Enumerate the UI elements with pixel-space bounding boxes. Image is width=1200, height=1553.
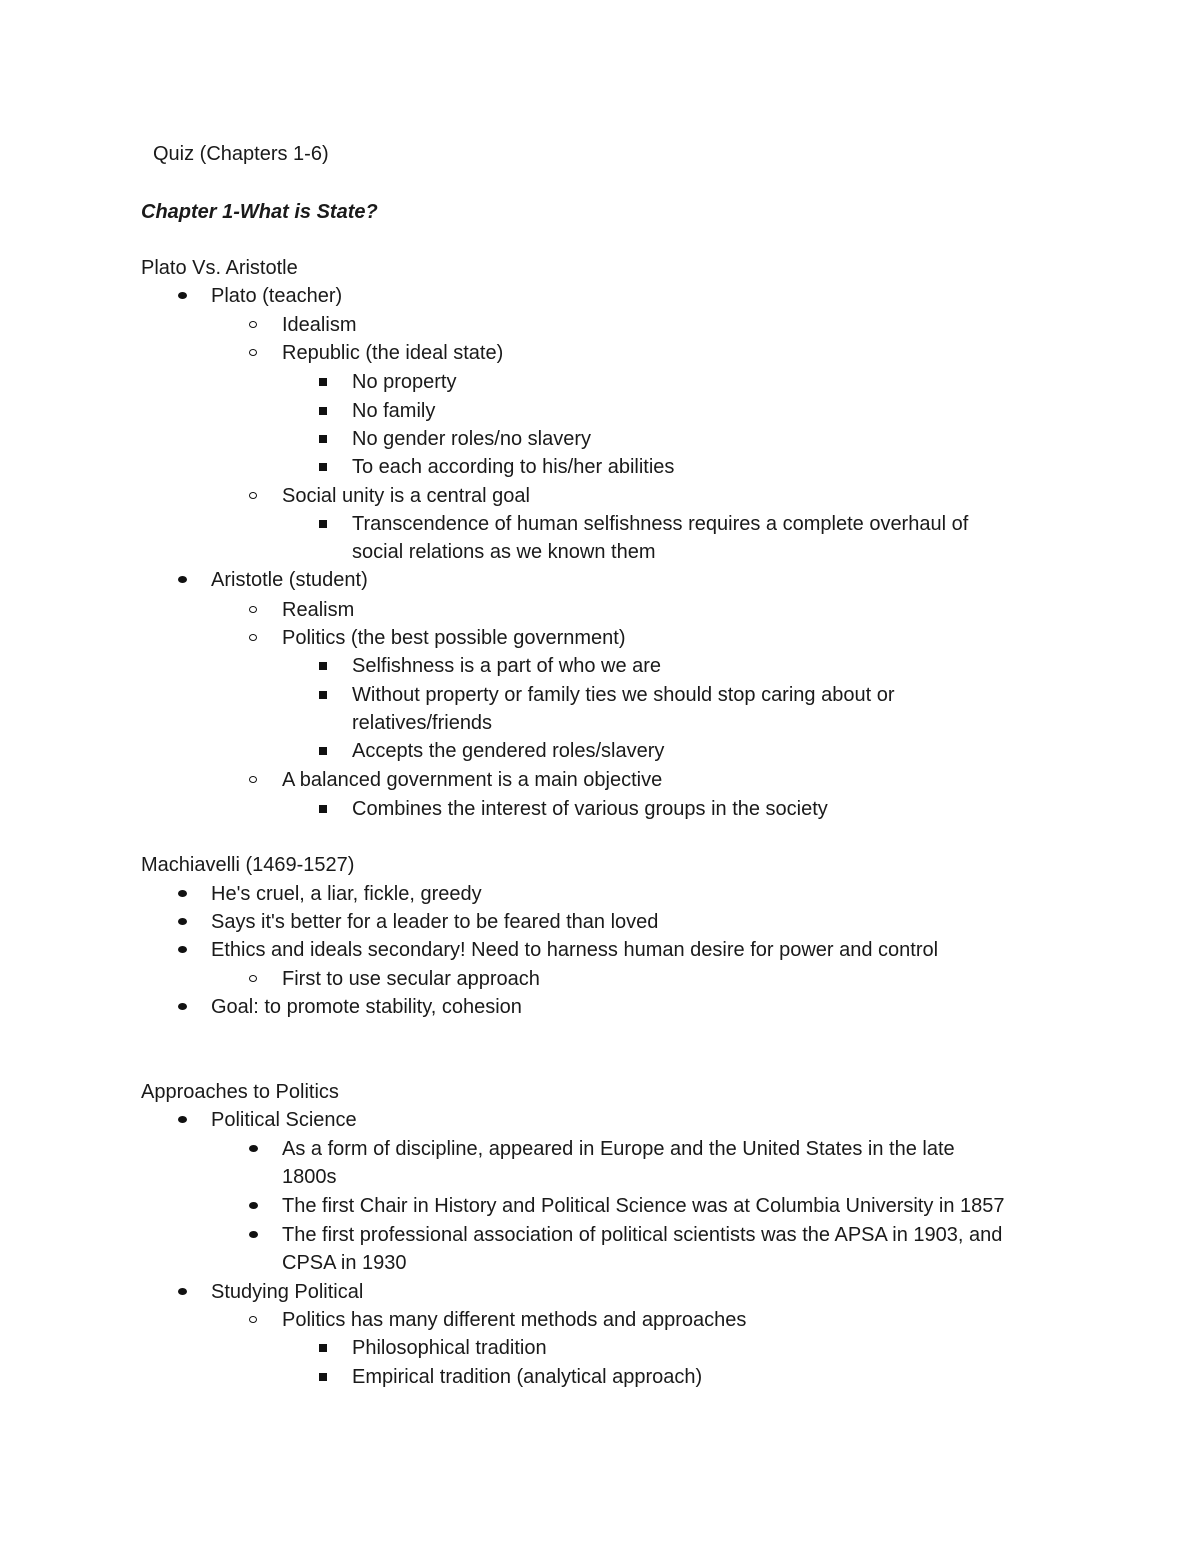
line-text: The first Chair in History and Political Science was at Columbia University in 1857	[282, 1195, 1005, 1217]
disc-bullet-icon	[176, 1278, 190, 1306]
line-text: The first professional association of political scientists was the APSA in 1903, and	[282, 1224, 1003, 1246]
line-text: Studying Political	[211, 1281, 364, 1303]
line-text: Transcendence of human selfishness requires a complete overhaul of	[352, 513, 969, 535]
chapter-heading-text: Chapter 1-What is State?	[141, 201, 378, 223]
disc-bullet-icon	[176, 566, 190, 594]
line-text: Combines the interest of various groups in the society	[352, 798, 828, 820]
circle-bullet-icon	[247, 596, 261, 624]
square-bullet-icon	[317, 425, 331, 453]
line-text: He's cruel, a liar, fickle, greedy	[211, 883, 482, 905]
line-text: Politics has many different methods and approaches	[282, 1309, 747, 1331]
disc-bullet-icon	[176, 936, 190, 964]
circle-bullet-icon	[247, 624, 261, 652]
square-bullet-icon	[317, 652, 331, 680]
line-text: Says it's better for a leader to be feared than loved	[211, 911, 659, 933]
disc-bullet-icon	[176, 282, 190, 310]
line-text: First to use secular approach	[282, 968, 540, 990]
line-text: Social unity is a central goal	[282, 485, 530, 507]
line-text: 1800s	[282, 1166, 337, 1188]
circle-bullet-icon	[247, 339, 261, 367]
line-text: Without property or family ties we should stop caring about or	[352, 684, 895, 706]
line-text: As a form of discipline, appeared in Europe and the United States in the late	[282, 1138, 955, 1160]
disc-bullet-icon	[176, 908, 190, 936]
line-text: Aristotle (student)	[211, 569, 368, 591]
line-text: Goal: to promote stability, cohesion	[211, 996, 522, 1018]
line-text: Empirical tradition (analytical approach)	[352, 1366, 703, 1388]
square-bullet-icon	[317, 1334, 331, 1362]
disc-bullet-icon	[176, 993, 190, 1021]
disc-bullet-icon	[247, 1221, 261, 1249]
disc-bullet-icon	[247, 1192, 261, 1220]
circle-bullet-icon	[247, 311, 261, 339]
line-text: Approaches to Politics	[141, 1081, 339, 1103]
line-text: relatives/friends	[352, 712, 493, 734]
line-text: Accepts the gendered roles/slavery	[352, 740, 665, 762]
line-text: Politics (the best possible government)	[282, 627, 626, 649]
square-bullet-icon	[317, 368, 331, 396]
square-bullet-icon	[317, 510, 331, 538]
line-text: No family	[352, 400, 436, 422]
line-text: Plato Vs. Aristotle	[141, 257, 298, 279]
disc-bullet-icon	[176, 880, 190, 908]
line-text: A balanced government is a main objective	[282, 769, 663, 791]
line-text: CPSA in 1930	[282, 1252, 407, 1274]
line-text: Machiavelli (1469-1527)	[141, 854, 355, 876]
square-bullet-icon	[317, 397, 331, 425]
circle-bullet-icon	[247, 482, 261, 510]
line-text: Idealism	[282, 314, 357, 336]
line-text: Plato (teacher)	[211, 285, 343, 307]
document-title-text: Quiz (Chapters 1-6)	[153, 143, 329, 165]
circle-bullet-icon	[247, 1306, 261, 1334]
line-text: To each according to his/her abilities	[352, 456, 675, 478]
line-text: Philosophical tradition	[352, 1337, 547, 1359]
disc-bullet-icon	[247, 1135, 261, 1163]
square-bullet-icon	[317, 453, 331, 481]
square-bullet-icon	[317, 795, 331, 823]
circle-bullet-icon	[247, 766, 261, 794]
line-text: No gender roles/no slavery	[352, 428, 592, 450]
square-bullet-icon	[317, 681, 331, 709]
line-text: Ethics and ideals secondary! Need to harness human desire for power and control	[211, 939, 939, 961]
circle-bullet-icon	[247, 965, 261, 993]
line-text: Republic (the ideal state)	[282, 342, 504, 364]
line-text: Political Science	[211, 1109, 357, 1131]
line-text: No property	[352, 371, 457, 393]
disc-bullet-icon	[176, 1106, 190, 1134]
line-text: social relations as we known them	[352, 541, 656, 563]
square-bullet-icon	[317, 1363, 331, 1391]
line-text: Realism	[282, 599, 355, 621]
line-text: Selfishness is a part of who we are	[352, 655, 662, 677]
square-bullet-icon	[317, 737, 331, 765]
